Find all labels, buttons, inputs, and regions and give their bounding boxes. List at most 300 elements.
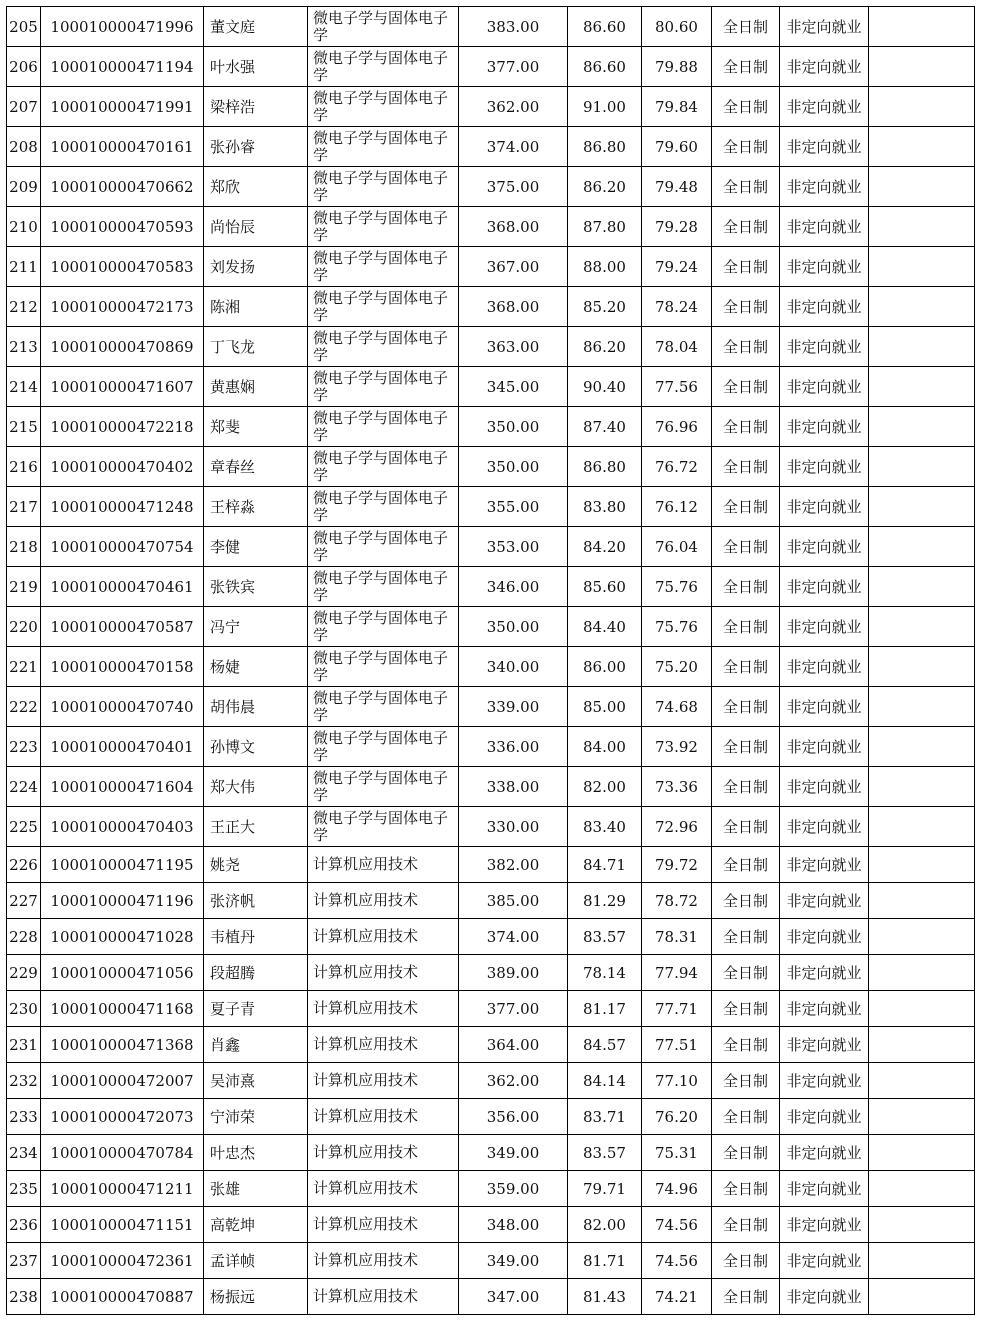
major-name-cell: 微电子学与固体电子学 xyxy=(308,127,459,167)
candidate-id-cell: 100010000472073 xyxy=(41,1099,204,1135)
initial-exam-score-cell: 349.00 xyxy=(459,1243,568,1279)
major-name-cell: 微电子学与固体电子学 xyxy=(308,207,459,247)
row-number-cell: 232 xyxy=(7,1063,41,1099)
study-mode-cell: 全日制 xyxy=(712,167,780,207)
employment-plan-cell: 非定向就业 xyxy=(780,647,869,687)
total-score-cell: 79.24 xyxy=(642,247,712,287)
employment-plan-cell: 非定向就业 xyxy=(780,1135,869,1171)
total-score-cell: 78.24 xyxy=(642,287,712,327)
retest-score-cell: 83.80 xyxy=(568,487,642,527)
major-name-cell: 微电子学与固体电子学 xyxy=(308,647,459,687)
major-name-cell: 微电子学与固体电子学 xyxy=(308,87,459,127)
major-name-cell: 微电子学与固体电子学 xyxy=(308,327,459,367)
table-row xyxy=(7,447,975,487)
row-number-cell: 216 xyxy=(7,447,41,487)
initial-exam-score-cell: 350.00 xyxy=(459,447,568,487)
candidate-name-cell: 郑大伟 xyxy=(204,767,308,807)
employment-plan-cell: 非定向就业 xyxy=(780,287,869,327)
table-row xyxy=(7,883,975,919)
major-name-cell: 微电子学与固体电子学 xyxy=(308,567,459,607)
major-name-cell: 计算机应用技术 xyxy=(308,1243,459,1279)
major-name-cell: 微电子学与固体电子学 xyxy=(308,7,459,47)
employment-plan-cell: 非定向就业 xyxy=(780,727,869,767)
table-row xyxy=(7,727,975,767)
row-number-cell: 227 xyxy=(7,883,41,919)
table-row xyxy=(7,287,975,327)
initial-exam-score-cell: 389.00 xyxy=(459,955,568,991)
employment-plan-cell: 非定向就业 xyxy=(780,1207,869,1243)
study-mode-cell: 全日制 xyxy=(712,127,780,167)
remarks-cell xyxy=(869,991,975,1027)
candidate-id-cell: 100010000472361 xyxy=(41,1243,204,1279)
total-score-cell: 76.72 xyxy=(642,447,712,487)
study-mode-cell: 全日制 xyxy=(712,807,780,847)
remarks-cell xyxy=(869,1099,975,1135)
candidate-id-cell: 100010000470461 xyxy=(41,567,204,607)
candidate-id-cell: 100010000471996 xyxy=(41,7,204,47)
candidate-name-cell: 陈湘 xyxy=(204,287,308,327)
employment-plan-cell: 非定向就业 xyxy=(780,447,869,487)
employment-plan-cell: 非定向就业 xyxy=(780,1171,869,1207)
row-number-cell: 223 xyxy=(7,727,41,767)
candidate-id-cell: 100010000471607 xyxy=(41,367,204,407)
retest-score-cell: 91.00 xyxy=(568,87,642,127)
row-number-cell: 226 xyxy=(7,847,41,883)
remarks-cell xyxy=(869,1243,975,1279)
candidate-name-cell: 胡伟晨 xyxy=(204,687,308,727)
employment-plan-cell: 非定向就业 xyxy=(780,327,869,367)
employment-plan-cell: 非定向就业 xyxy=(780,527,869,567)
table-row xyxy=(7,919,975,955)
major-name-cell: 微电子学与固体电子学 xyxy=(308,767,459,807)
table-row xyxy=(7,1135,975,1171)
retest-score-cell: 79.71 xyxy=(568,1171,642,1207)
major-name-cell: 计算机应用技术 xyxy=(308,991,459,1027)
major-name-cell: 计算机应用技术 xyxy=(308,1171,459,1207)
employment-plan-cell: 非定向就业 xyxy=(780,127,869,167)
row-number-cell: 234 xyxy=(7,1135,41,1171)
remarks-cell xyxy=(869,807,975,847)
total-score-cell: 75.20 xyxy=(642,647,712,687)
total-score-cell: 79.72 xyxy=(642,847,712,883)
initial-exam-score-cell: 339.00 xyxy=(459,687,568,727)
candidate-name-cell: 董文庭 xyxy=(204,7,308,47)
candidate-name-cell: 王梓淼 xyxy=(204,487,308,527)
candidate-name-cell: 孟详帧 xyxy=(204,1243,308,1279)
remarks-cell xyxy=(869,47,975,87)
study-mode-cell: 全日制 xyxy=(712,955,780,991)
total-score-cell: 77.51 xyxy=(642,1027,712,1063)
employment-plan-cell: 非定向就业 xyxy=(780,919,869,955)
employment-plan-cell: 非定向就业 xyxy=(780,847,869,883)
major-name-cell: 微电子学与固体电子学 xyxy=(308,447,459,487)
study-mode-cell: 全日制 xyxy=(712,767,780,807)
row-number-cell: 238 xyxy=(7,1279,41,1315)
table-row xyxy=(7,1243,975,1279)
study-mode-cell: 全日制 xyxy=(712,1027,780,1063)
candidate-id-cell: 100010000470403 xyxy=(41,807,204,847)
candidate-id-cell: 100010000470754 xyxy=(41,527,204,567)
study-mode-cell: 全日制 xyxy=(712,687,780,727)
remarks-cell xyxy=(869,883,975,919)
major-name-cell: 微电子学与固体电子学 xyxy=(308,167,459,207)
retest-score-cell: 90.40 xyxy=(568,367,642,407)
retest-score-cell: 82.00 xyxy=(568,767,642,807)
candidate-name-cell: 王正大 xyxy=(204,807,308,847)
initial-exam-score-cell: 374.00 xyxy=(459,919,568,955)
table-row xyxy=(7,1171,975,1207)
candidate-name-cell: 梁梓浩 xyxy=(204,87,308,127)
table-row xyxy=(7,407,975,447)
table-row xyxy=(7,367,975,407)
candidate-name-cell: 丁飞龙 xyxy=(204,327,308,367)
study-mode-cell: 全日制 xyxy=(712,883,780,919)
total-score-cell: 79.28 xyxy=(642,207,712,247)
retest-score-cell: 83.57 xyxy=(568,919,642,955)
initial-exam-score-cell: 383.00 xyxy=(459,7,568,47)
major-name-cell: 微电子学与固体电子学 xyxy=(308,527,459,567)
table-row xyxy=(7,767,975,807)
retest-score-cell: 81.71 xyxy=(568,1243,642,1279)
candidate-id-cell: 100010000472173 xyxy=(41,287,204,327)
retest-score-cell: 81.43 xyxy=(568,1279,642,1315)
total-score-cell: 74.68 xyxy=(642,687,712,727)
employment-plan-cell: 非定向就业 xyxy=(780,1243,869,1279)
employment-plan-cell: 非定向就业 xyxy=(780,807,869,847)
row-number-cell: 219 xyxy=(7,567,41,607)
remarks-cell xyxy=(869,7,975,47)
study-mode-cell: 全日制 xyxy=(712,1207,780,1243)
total-score-cell: 79.48 xyxy=(642,167,712,207)
remarks-cell xyxy=(869,767,975,807)
retest-score-cell: 84.40 xyxy=(568,607,642,647)
candidate-name-cell: 李健 xyxy=(204,527,308,567)
total-score-cell: 75.76 xyxy=(642,607,712,647)
remarks-cell xyxy=(869,447,975,487)
candidate-id-cell: 100010000470869 xyxy=(41,327,204,367)
remarks-cell xyxy=(869,207,975,247)
employment-plan-cell: 非定向就业 xyxy=(780,1099,869,1135)
row-number-cell: 212 xyxy=(7,287,41,327)
row-number-cell: 210 xyxy=(7,207,41,247)
remarks-cell xyxy=(869,1279,975,1315)
study-mode-cell: 全日制 xyxy=(712,919,780,955)
study-mode-cell: 全日制 xyxy=(712,1279,780,1315)
remarks-cell xyxy=(869,527,975,567)
row-number-cell: 205 xyxy=(7,7,41,47)
study-mode-cell: 全日制 xyxy=(712,567,780,607)
row-number-cell: 220 xyxy=(7,607,41,647)
candidate-id-cell: 100010000470887 xyxy=(41,1279,204,1315)
study-mode-cell: 全日制 xyxy=(712,1171,780,1207)
employment-plan-cell: 非定向就业 xyxy=(780,687,869,727)
initial-exam-score-cell: 367.00 xyxy=(459,247,568,287)
study-mode-cell: 全日制 xyxy=(712,287,780,327)
candidate-name-cell: 韦植丹 xyxy=(204,919,308,955)
candidate-id-cell: 100010000470587 xyxy=(41,607,204,647)
candidate-name-cell: 郑欣 xyxy=(204,167,308,207)
table-row xyxy=(7,167,975,207)
candidate-name-cell: 宁沛荣 xyxy=(204,1099,308,1135)
candidate-id-cell: 100010000471195 xyxy=(41,847,204,883)
remarks-cell xyxy=(869,647,975,687)
major-name-cell: 计算机应用技术 xyxy=(308,1027,459,1063)
initial-exam-score-cell: 363.00 xyxy=(459,327,568,367)
candidate-name-cell: 杨婕 xyxy=(204,647,308,687)
candidate-name-cell: 杨振远 xyxy=(204,1279,308,1315)
candidate-id-cell: 100010000470402 xyxy=(41,447,204,487)
major-name-cell: 计算机应用技术 xyxy=(308,955,459,991)
retest-score-cell: 86.80 xyxy=(568,447,642,487)
study-mode-cell: 全日制 xyxy=(712,991,780,1027)
major-name-cell: 微电子学与固体电子学 xyxy=(308,247,459,287)
remarks-cell xyxy=(869,127,975,167)
study-mode-cell: 全日制 xyxy=(712,207,780,247)
candidate-name-cell: 冯宁 xyxy=(204,607,308,647)
table-row xyxy=(7,1207,975,1243)
candidate-name-cell: 张孙睿 xyxy=(204,127,308,167)
candidate-id-cell: 100010000471604 xyxy=(41,767,204,807)
row-number-cell: 235 xyxy=(7,1171,41,1207)
retest-score-cell: 86.60 xyxy=(568,7,642,47)
table-row xyxy=(7,847,975,883)
candidate-name-cell: 孙博文 xyxy=(204,727,308,767)
table-row xyxy=(7,1099,975,1135)
candidate-id-cell: 100010000471151 xyxy=(41,1207,204,1243)
candidate-name-cell: 夏子青 xyxy=(204,991,308,1027)
remarks-cell xyxy=(869,1063,975,1099)
row-number-cell: 224 xyxy=(7,767,41,807)
retest-score-cell: 81.29 xyxy=(568,883,642,919)
initial-exam-score-cell: 368.00 xyxy=(459,287,568,327)
remarks-cell xyxy=(869,367,975,407)
initial-exam-score-cell: 362.00 xyxy=(459,87,568,127)
candidate-name-cell: 段超腾 xyxy=(204,955,308,991)
total-score-cell: 73.92 xyxy=(642,727,712,767)
candidate-name-cell: 张铁宾 xyxy=(204,567,308,607)
row-number-cell: 229 xyxy=(7,955,41,991)
candidate-name-cell: 张济帆 xyxy=(204,883,308,919)
table-row xyxy=(7,1027,975,1063)
row-number-cell: 225 xyxy=(7,807,41,847)
employment-plan-cell: 非定向就业 xyxy=(780,207,869,247)
major-name-cell: 计算机应用技术 xyxy=(308,1279,459,1315)
total-score-cell: 78.31 xyxy=(642,919,712,955)
initial-exam-score-cell: 340.00 xyxy=(459,647,568,687)
candidate-name-cell: 吴沛熹 xyxy=(204,1063,308,1099)
retest-score-cell: 83.40 xyxy=(568,807,642,847)
total-score-cell: 74.21 xyxy=(642,1279,712,1315)
study-mode-cell: 全日制 xyxy=(712,1063,780,1099)
initial-exam-score-cell: 348.00 xyxy=(459,1207,568,1243)
major-name-cell: 微电子学与固体电子学 xyxy=(308,47,459,87)
row-number-cell: 230 xyxy=(7,991,41,1027)
row-number-cell: 217 xyxy=(7,487,41,527)
total-score-cell: 73.36 xyxy=(642,767,712,807)
retest-score-cell: 85.00 xyxy=(568,687,642,727)
major-name-cell: 计算机应用技术 xyxy=(308,1207,459,1243)
remarks-cell xyxy=(869,167,975,207)
candidate-id-cell: 100010000470158 xyxy=(41,647,204,687)
row-number-cell: 209 xyxy=(7,167,41,207)
row-number-cell: 214 xyxy=(7,367,41,407)
candidate-name-cell: 高乾坤 xyxy=(204,1207,308,1243)
initial-exam-score-cell: 336.00 xyxy=(459,727,568,767)
candidate-id-cell: 100010000470593 xyxy=(41,207,204,247)
study-mode-cell: 全日制 xyxy=(712,1135,780,1171)
table-row xyxy=(7,807,975,847)
study-mode-cell: 全日制 xyxy=(712,367,780,407)
candidate-id-cell: 100010000471248 xyxy=(41,487,204,527)
total-score-cell: 77.56 xyxy=(642,367,712,407)
candidate-id-cell: 100010000471368 xyxy=(41,1027,204,1063)
candidate-name-cell: 郑斐 xyxy=(204,407,308,447)
candidate-name-cell: 刘发扬 xyxy=(204,247,308,287)
initial-exam-score-cell: 347.00 xyxy=(459,1279,568,1315)
candidate-id-cell: 100010000471168 xyxy=(41,991,204,1027)
study-mode-cell: 全日制 xyxy=(712,7,780,47)
row-number-cell: 218 xyxy=(7,527,41,567)
remarks-cell xyxy=(869,1207,975,1243)
table-row xyxy=(7,687,975,727)
remarks-cell xyxy=(869,407,975,447)
remarks-cell xyxy=(869,1135,975,1171)
retest-score-cell: 86.20 xyxy=(568,167,642,207)
employment-plan-cell: 非定向就业 xyxy=(780,167,869,207)
candidate-name-cell: 肖鑫 xyxy=(204,1027,308,1063)
employment-plan-cell: 非定向就业 xyxy=(780,407,869,447)
initial-exam-score-cell: 355.00 xyxy=(459,487,568,527)
major-name-cell: 微电子学与固体电子学 xyxy=(308,607,459,647)
employment-plan-cell: 非定向就业 xyxy=(780,607,869,647)
table-body xyxy=(7,7,975,1315)
retest-score-cell: 87.80 xyxy=(568,207,642,247)
table-row xyxy=(7,527,975,567)
study-mode-cell: 全日制 xyxy=(712,47,780,87)
row-number-cell: 231 xyxy=(7,1027,41,1063)
major-name-cell: 计算机应用技术 xyxy=(308,883,459,919)
row-number-cell: 221 xyxy=(7,647,41,687)
employment-plan-cell: 非定向就业 xyxy=(780,7,869,47)
total-score-cell: 78.04 xyxy=(642,327,712,367)
employment-plan-cell: 非定向就业 xyxy=(780,567,869,607)
candidate-id-cell: 100010000472218 xyxy=(41,407,204,447)
candidate-id-cell: 100010000471211 xyxy=(41,1171,204,1207)
candidate-id-cell: 100010000470583 xyxy=(41,247,204,287)
total-score-cell: 75.31 xyxy=(642,1135,712,1171)
total-score-cell: 77.10 xyxy=(642,1063,712,1099)
candidate-id-cell: 100010000470662 xyxy=(41,167,204,207)
candidate-name-cell: 叶水强 xyxy=(204,47,308,87)
remarks-cell xyxy=(869,919,975,955)
employment-plan-cell: 非定向就业 xyxy=(780,1027,869,1063)
initial-exam-score-cell: 349.00 xyxy=(459,1135,568,1171)
remarks-cell xyxy=(869,87,975,127)
employment-plan-cell: 非定向就业 xyxy=(780,991,869,1027)
candidate-name-cell: 叶忠杰 xyxy=(204,1135,308,1171)
major-name-cell: 计算机应用技术 xyxy=(308,1135,459,1171)
table-row xyxy=(7,1063,975,1099)
table-row xyxy=(7,567,975,607)
retest-score-cell: 83.71 xyxy=(568,1099,642,1135)
employment-plan-cell: 非定向就业 xyxy=(780,47,869,87)
remarks-cell xyxy=(869,955,975,991)
retest-score-cell: 84.71 xyxy=(568,847,642,883)
total-score-cell: 76.12 xyxy=(642,487,712,527)
retest-score-cell: 82.00 xyxy=(568,1207,642,1243)
table-row xyxy=(7,7,975,47)
row-number-cell: 237 xyxy=(7,1243,41,1279)
retest-score-cell: 88.00 xyxy=(568,247,642,287)
row-number-cell: 233 xyxy=(7,1099,41,1135)
total-score-cell: 74.56 xyxy=(642,1243,712,1279)
employment-plan-cell: 非定向就业 xyxy=(780,1063,869,1099)
retest-score-cell: 86.80 xyxy=(568,127,642,167)
candidate-name-cell: 尚怡辰 xyxy=(204,207,308,247)
candidate-id-cell: 100010000470784 xyxy=(41,1135,204,1171)
major-name-cell: 微电子学与固体电子学 xyxy=(308,807,459,847)
total-score-cell: 72.96 xyxy=(642,807,712,847)
remarks-cell xyxy=(869,847,975,883)
retest-score-cell: 86.00 xyxy=(568,647,642,687)
study-mode-cell: 全日制 xyxy=(712,727,780,767)
remarks-cell xyxy=(869,1027,975,1063)
study-mode-cell: 全日制 xyxy=(712,1243,780,1279)
initial-exam-score-cell: 382.00 xyxy=(459,847,568,883)
initial-exam-score-cell: 356.00 xyxy=(459,1099,568,1135)
table-row xyxy=(7,607,975,647)
candidate-id-cell: 100010000471196 xyxy=(41,883,204,919)
table-row xyxy=(7,127,975,167)
total-score-cell: 77.94 xyxy=(642,955,712,991)
table-row xyxy=(7,955,975,991)
retest-score-cell: 81.17 xyxy=(568,991,642,1027)
row-number-cell: 207 xyxy=(7,87,41,127)
admission-table xyxy=(6,6,975,1315)
employment-plan-cell: 非定向就业 xyxy=(780,247,869,287)
retest-score-cell: 83.57 xyxy=(568,1135,642,1171)
candidate-name-cell: 黄惠娴 xyxy=(204,367,308,407)
initial-exam-score-cell: 375.00 xyxy=(459,167,568,207)
study-mode-cell: 全日制 xyxy=(712,1099,780,1135)
employment-plan-cell: 非定向就业 xyxy=(780,955,869,991)
initial-exam-score-cell: 330.00 xyxy=(459,807,568,847)
study-mode-cell: 全日制 xyxy=(712,847,780,883)
row-number-cell: 236 xyxy=(7,1207,41,1243)
admission-list-sheet xyxy=(6,6,974,1315)
remarks-cell xyxy=(869,327,975,367)
row-number-cell: 215 xyxy=(7,407,41,447)
major-name-cell: 微电子学与固体电子学 xyxy=(308,367,459,407)
total-score-cell: 80.60 xyxy=(642,7,712,47)
major-name-cell: 微电子学与固体电子学 xyxy=(308,687,459,727)
retest-score-cell: 85.60 xyxy=(568,567,642,607)
table-row xyxy=(7,207,975,247)
remarks-cell xyxy=(869,727,975,767)
remarks-cell xyxy=(869,287,975,327)
retest-score-cell: 84.57 xyxy=(568,1027,642,1063)
remarks-cell xyxy=(869,607,975,647)
total-score-cell: 77.71 xyxy=(642,991,712,1027)
table-row xyxy=(7,647,975,687)
initial-exam-score-cell: 346.00 xyxy=(459,567,568,607)
major-name-cell: 计算机应用技术 xyxy=(308,1099,459,1135)
study-mode-cell: 全日制 xyxy=(712,487,780,527)
candidate-name-cell: 张雄 xyxy=(204,1171,308,1207)
total-score-cell: 79.84 xyxy=(642,87,712,127)
total-score-cell: 76.20 xyxy=(642,1099,712,1135)
total-score-cell: 78.72 xyxy=(642,883,712,919)
